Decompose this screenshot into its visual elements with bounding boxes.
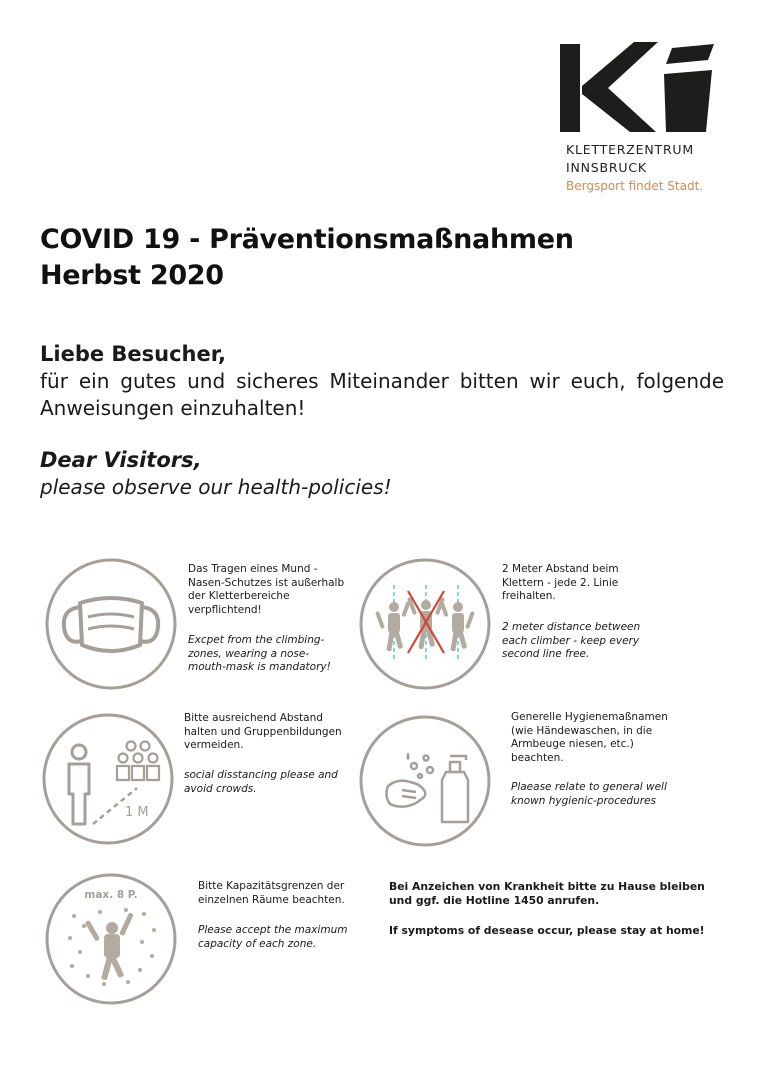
mask-text-de (188, 563, 344, 617)
social-distancing-icon (41, 712, 175, 846)
social-text-de (184, 712, 342, 753)
title-line-1: COVID 19 - Präventionsmaßnahmen (40, 224, 574, 255)
hygiene-de-line: Armbeuge niesen, etc.) (511, 738, 634, 750)
kletterzentrum-logo (560, 38, 716, 138)
social-en-line: avoid crowds. (184, 782, 257, 795)
hygiene-de-line: Generelle Hygienemaßnamen (511, 711, 668, 723)
distance-de-line: 2 Meter Abstand beim (502, 563, 619, 575)
logo-tagline: Bergsport findet Stadt. (566, 179, 704, 193)
hygiene-de-line: (wie Händewaschen, in die (511, 724, 653, 737)
hand-washing-icon (358, 714, 492, 848)
hygiene-text-en (511, 781, 667, 808)
climbers-distance-icon (358, 557, 492, 691)
capacity-en-line: capacity of each zone. (198, 937, 317, 950)
sickness-de-line: und ggf. die Hotline 1450 anrufen. (389, 893, 600, 907)
sickness-en-line: If symptoms of desease occur, please stay at home! (389, 924, 705, 937)
capacity-climbing-wall-icon (44, 872, 178, 1006)
capacity-text-de (198, 880, 345, 907)
title-line-2: Herbst 2020 (40, 260, 224, 291)
sickness-text-de (389, 880, 705, 907)
greeting-en: Dear Visitors, (40, 448, 202, 472)
social-de-line: halten und Gruppenbildungen (184, 725, 342, 738)
mask-en-line: zones, wearing a nose- (188, 647, 310, 660)
mask-de-line: der Kletterbereiche (188, 590, 290, 602)
hygiene-en-line: known hygienic-procedures (511, 794, 656, 807)
distance-en-line: each climber - keep every (502, 634, 640, 647)
page-title (40, 222, 574, 294)
sickness-text-en (389, 924, 705, 938)
capacity-label: max. 8 P. (84, 889, 138, 901)
mask-en-line: mouth-mask is mandatory! (188, 661, 331, 673)
distance-de-line: freihalten. (502, 590, 556, 602)
sickness-de-line: Bei Anzeichen von Krankheit bitte zu Hause bleiben (389, 880, 705, 893)
mask-de-line: Das Tragen eines Mund - (188, 563, 318, 575)
capacity-de-line: einzelnen Räume beachten. (198, 893, 345, 906)
greeting-de: Liebe Besucher, (40, 342, 226, 366)
mask-text-en (188, 634, 331, 675)
mask-de-line: Nasen-Schutzes ist außerhalb (188, 576, 345, 589)
face-mask-icon (44, 557, 178, 691)
social-en-line: social disstancing please and (184, 769, 338, 781)
social-de-line: vermeiden. (184, 739, 244, 751)
distance-en-line: 2 meter distance between (502, 621, 641, 633)
distance-text-en (502, 621, 640, 662)
distance-en-line: second line free. (502, 648, 590, 660)
intro-text-de: für ein gutes und sicheres Miteinander bitten wir euch, folgende Anweisungen einzuhalten! (40, 369, 724, 420)
capacity-en-line: Please accept the maximum (198, 924, 348, 936)
capacity-text-en (198, 924, 347, 951)
capacity-de-line: Bitte Kapazitätsgrenzen der (198, 880, 345, 892)
social-text-en (184, 769, 338, 796)
hygiene-de-line: beachten. (511, 751, 564, 764)
mask-en-line: Excpet from the climbing- (188, 634, 325, 646)
logo-line-1: KLETTERZENTRUM (566, 142, 694, 157)
hygiene-text-de (511, 711, 668, 765)
social-de-line: Bitte ausreichend Abstand (184, 712, 323, 724)
distance-de-line: Klettern - jede 2. Linie (502, 576, 619, 589)
intro-text-en: please observe our health-policies! (40, 475, 392, 499)
distance-text-de (502, 563, 619, 604)
logo-line-2: INNSBRUCK (566, 160, 647, 175)
hygiene-en-line: Plaease relate to general well (511, 781, 667, 793)
mask-de-line: verpflichtend! (188, 603, 262, 616)
distance-label: 1 M (125, 805, 149, 820)
